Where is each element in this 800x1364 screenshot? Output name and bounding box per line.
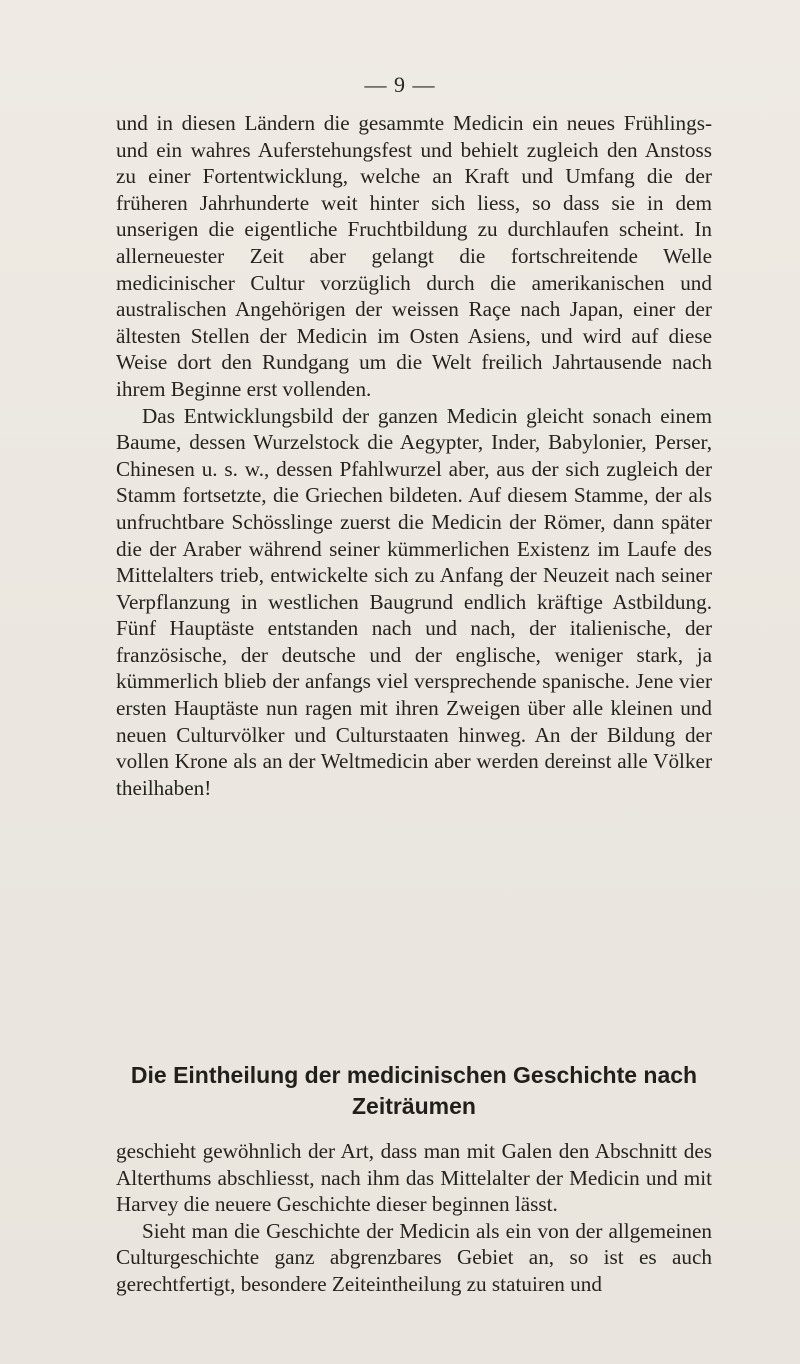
section-paragraph-1: geschieht gewöhnlich der Art, dass man mit Galen den Abschnitt des Alterthums abschliesst, nach ihm das Mittelalter der Medicin und mit Harvey die neuere Geschichte dieser beginnen lässt. [116,1139,712,1217]
section-heading-line-2: Zeiträumen [352,1093,476,1119]
page-number: — 9 — [364,72,436,97]
body-text [116,110,712,801]
body-paragraph-1: und in diesen Ländern die gesammte Medicin ein neues Frühlings- und ein wahres Auferstehungsfest und behielt zugleich den Anstoss zu einer Fortentwicklung, welche an Kraft und Umfang die der früheren Jahrhunderte weit hinter sich liess, so dass sie in dem unserigen die eigentliche Fruchtbildung zu durchlaufen scheint. In allerneuester Zeit aber gelangt die fortschreitende Welle medicinischer Cultur vorzüglich durch die amerikanischen und australischen Angehörigen der weissen Raçe nach Japan, einer der ältesten Stellen der Medicin im Osten Asiens, und wird auf diese Weise dort den Rundgang um die Welt freilich Jahrtausende nach ihrem Beginne erst vollenden. [116,111,712,401]
section-heading [116,1060,712,1122]
section-heading-line-1: Die Eintheilung der medicinischen Geschichte nach [130,1062,698,1088]
section-text [116,1138,712,1298]
body-paragraph-2: Das Entwicklungsbild der ganzen Medicin gleicht sonach einem Baume, dessen Wurzelstock die Aegypter, Inder, Babylonier, Perser, Chinesen u. s. w., dessen Pfahlwurzel aber, aus der sich zugleich der Stamm fortsetzte, die Griechen bildeten. Auf diesem Stamme, der als unfruchtbare Schösslinge zuerst die Medicin der Römer, dann später die der Araber während seiner kümmerlichen Existenz im Laufe des Mittelalters trieb, entwickelte sich zu Anfang der Neuzeit nach seiner Verpflanzung in westlichen Baugrund endlich kräftige Astbildung. Fünf Hauptäste entstanden nach und nach, der italienische, der französische, der deutsche und der englische, weniger stark, ja kümmerlich blieb der anfangs viel versprechende spanische. Jene vier ersten Hauptäste nun ragen mit ihren Zweigen über alle kleinen und neuen Culturvölker und Culturstaaten hinweg. An der Bildung der vollen Krone als an der Weltmedicin aber werden dereinst alle Völker theilhaben! [116,403,712,800]
section-paragraph-2: Sieht man die Geschichte der Medicin als ein von der allgemeinen Culturgeschichte ganz abgrenzbares Gebiet an, so ist es auch gerechtfertigt, besondere Zeiteintheilung zu statuiren und [116,1218,712,1296]
